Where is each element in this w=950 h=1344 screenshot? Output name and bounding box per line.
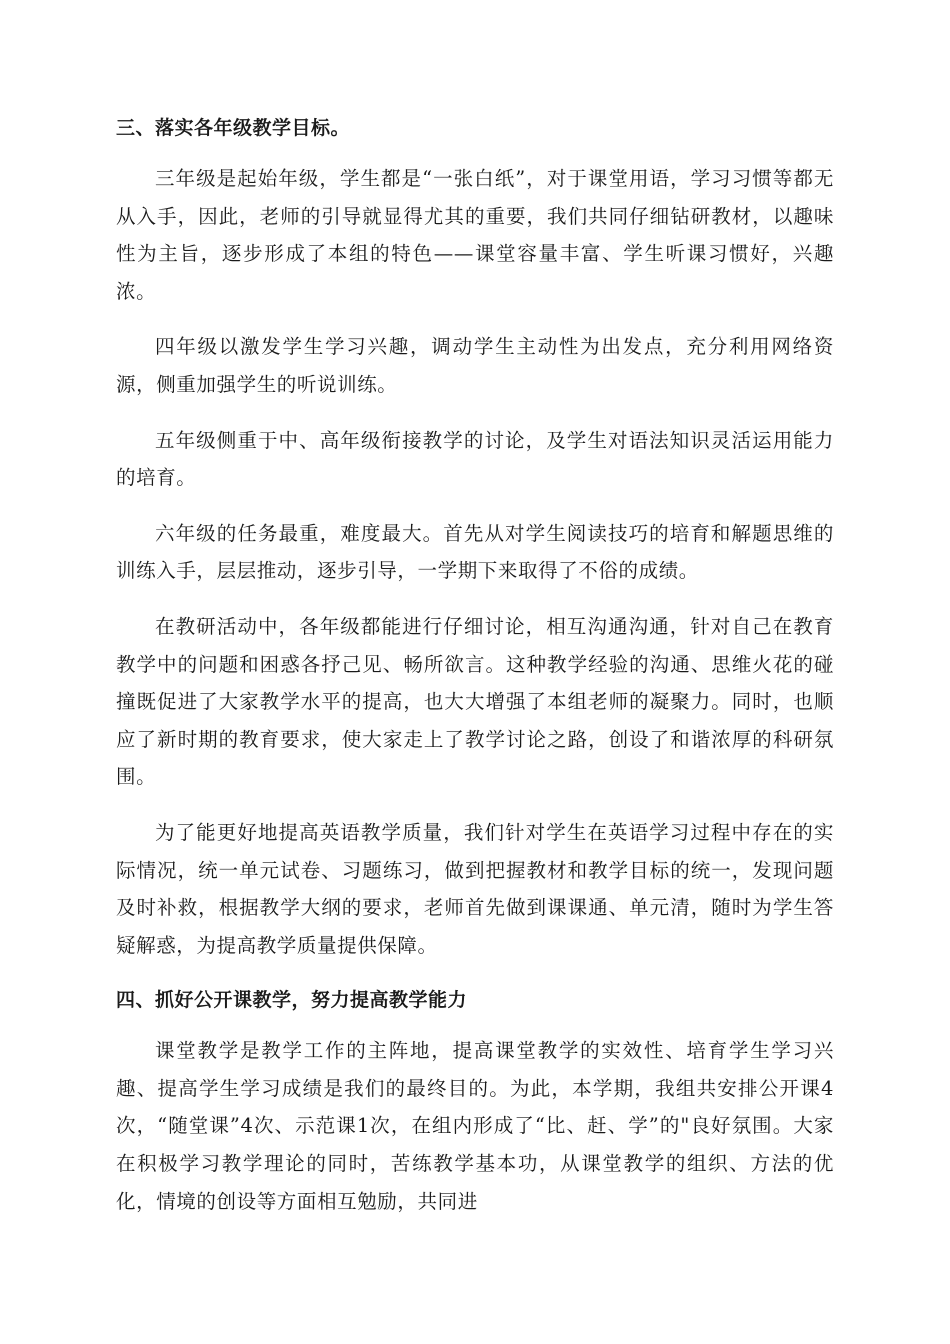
paragraph-teaching-research: 在教研活动中，各年级都能进行仔细讨论，相互沟通沟通，针对自己在教育教学中的问题和困惑各抒己见、畅所欲言。这种教学经验的沟通、思维火花的碰撞既促进了大家教学水平的提高，也大大增强了本组老师的凝聚力。同时，也顺应了新时期的教育要求，使大家走上了教学讨论之路，创设了和谐浓厚的科研氛围。 [116,614,834,789]
section-heading-4: 四、抓好公开课教学，努力提高教学能力 [116,989,468,1012]
paragraph-open-class: 课堂教学是教学工作的主阵地，提高课堂教学的实效性、培育学生学习兴趣、提高学生学习成绩是我们的最终目的。为此，本学期，我组共安排公开课4次，“随堂课”4次、示范课1次，在组内形成了“比、赶、学”的"良好氛围。大家在积极学习教学理论的同时，苦练教学基本功，从课堂教学的组织、方法的优化，情境的创设等方面相互勉励，共同进 [116,1039,834,1213]
document-body [116,110,834,1238]
paragraph-teaching-quality: 为了能更好地提高英语教学质量，我们针对学生在英语学习过程中存在的实际情况，统一单元试卷、习题练习，做到把握教材和教学目标的统一，发现问题及时补救，根据教学大纲的要求，老师首先做到课课通、单元清，随时为学生答疑解惑，为提高教学质量提供保障。 [116,820,834,957]
paragraph-grade-3: 三年级是起始年级，学生都是“一张白纸”，对于课堂用语，学习习惯等都无从入手，因此，老师的引导就显得尤其的重要，我们共同仔细钻研教材，以趣味性为主旨，逐步形成了本组的特色——课堂容量丰富、学生听课习惯好，兴趣浓。 [116,167,834,303]
paragraph-grade-5: 五年级侧重于中、高年级衔接教学的讨论，及学生对语法知识灵活运用能力的培育。 [116,428,834,490]
paragraph-grade-6: 六年级的任务最重，难度最大。首先从对学生阅读技巧的培育和解题思维的训练入手，层层推动，逐步引导，一学期下来取得了不俗的成绩。 [116,521,834,583]
section-heading-3: 三、落实各年级教学目标。 [116,117,351,139]
paragraph-grade-4: 四年级以激发学生学习兴趣，调动学生主动性为出发点，充分利用网络资源，侧重加强学生的听说训练。 [116,335,834,396]
